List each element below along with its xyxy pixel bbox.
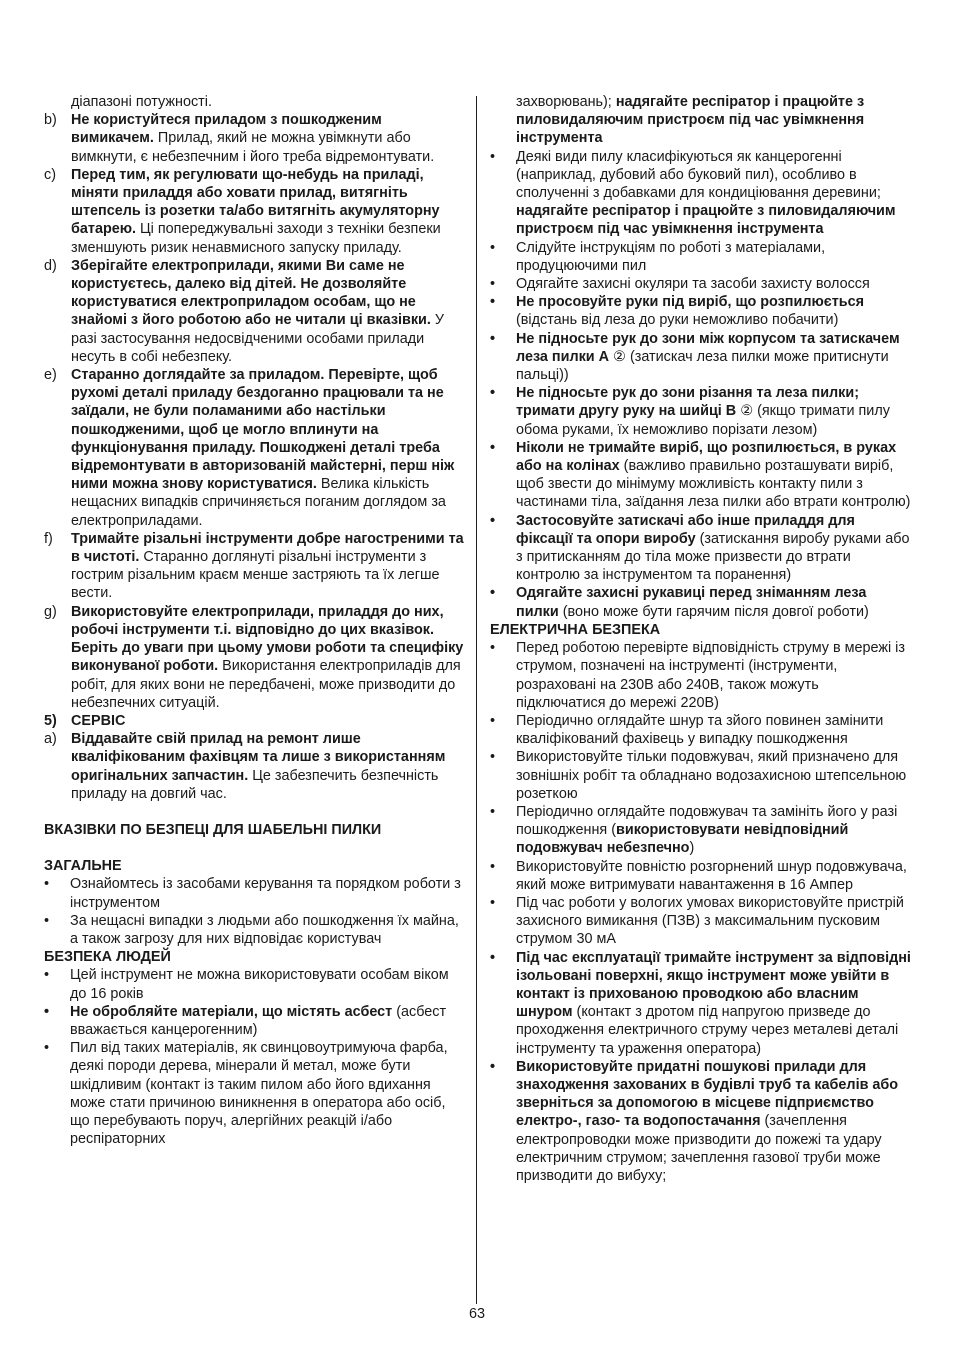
list-item: • Не просовуйте руки під виріб, що розпилюється (відстань від леза до руки неможливо побачити) bbox=[490, 294, 864, 329]
bullet-icon: • bbox=[490, 385, 496, 402]
list-item-c bbox=[44, 166, 464, 257]
bullet-icon: • bbox=[44, 1040, 50, 1057]
list-item: • Під час експлуатації тримайте інструмент за відповідні ізольовані поверхні, якщо інструмент може увійти в контакт із прихованою проводкою або власним шнуром (контакт з дротом під напругою призведе до проходження електричного струму через металеві деталі інструменту та ураження оператора) bbox=[490, 949, 911, 1057]
list-item: • Перед роботою перевірте відповідність струму в мережі із струмом, позначені на інструменті (інструменти, розраховані на 230В або 240В, також можуть підключатися до мережі 220В) bbox=[490, 640, 905, 711]
bullet-icon: • bbox=[490, 803, 496, 820]
bullet-icon: • bbox=[490, 148, 496, 165]
item-text: У разі застосування недосвідченими особами прилади несуть в собі небезпеку. bbox=[71, 312, 445, 365]
continuation-text: діапазоні потужності. bbox=[71, 94, 212, 110]
bullet-icon: • bbox=[490, 294, 496, 311]
bullet-icon: • bbox=[490, 749, 496, 766]
list-item: • Ніколи не тримайте виріб, що розпилюється, в руках або на колінах (важливо правильно розташувати виріб, щоб звести до мінімуму можливість контакту пили з частинами тіла, заїдання леза пилки або втрати контролю) bbox=[490, 439, 911, 511]
section-service bbox=[44, 712, 464, 730]
list-item: • Не обробляйте матеріали, що містять асбест (асбест вважається канцерогенним) bbox=[44, 1003, 447, 1038]
bullet-icon: • bbox=[44, 967, 50, 984]
list-item: • Не підносьте рук до зони між корпусом та затискачем леза пилки A ② (затискач леза пилки може притиснути пальці)) bbox=[490, 330, 900, 384]
item-label: b) bbox=[44, 112, 57, 129]
item-label: a) bbox=[44, 731, 57, 748]
general-heading: ЗАГАЛЬНЕ bbox=[44, 858, 122, 875]
list-item-a bbox=[44, 730, 464, 803]
item-text: Старанно доглянуті різальні інструменти з гострим різальним краєм менше застряють та їх легше вести. bbox=[71, 549, 440, 602]
section-title: СЕРВІС bbox=[71, 712, 126, 729]
list-item-f bbox=[44, 530, 464, 603]
bullet-icon: • bbox=[490, 858, 496, 875]
item-text: Використання електроприладів для робіт, для яких вони не передбачені, може призводити до небезпечних ситуацій. bbox=[71, 658, 461, 711]
section-number: 5) bbox=[44, 712, 57, 729]
item-text: Ці попереджувальні заходи з техніки безпеки зменшують ризик ненавмисного запуску приладу. bbox=[71, 221, 441, 256]
list-item: • Використовуйте тільки подовжувач, який призначено для зовнішніх робіт та обладнано водозахисною штепсельною розеткою bbox=[490, 749, 907, 802]
bullet-icon: • bbox=[490, 276, 496, 293]
people-heading: БЕЗПЕКА ЛЮДЕЙ bbox=[44, 949, 171, 966]
bullet-icon: • bbox=[490, 585, 496, 602]
list-item: • Деякі види пилу класифікуються як канцерогенні (наприклад, дубовий або буковий пил), особливо в сполученні з добавками для кондиціювання деревини; надягайте респіратор і працюйте з пиловидаляючим пристроєм під час увімкнення інструмента bbox=[490, 148, 896, 238]
item-bold: Тримайте різальні інструменти добре нагостреними та в чистоті. bbox=[71, 530, 464, 566]
item-bold: Перед тим, як регулювати що-небудь на приладі, міняти приладдя або ховати прилад, витягніть штепсель із розетки та/або витягніть акумуляторну батарею. bbox=[71, 166, 440, 238]
list-item: • Одягайте захисні рукавиці перед зніманням леза пилки (воно може бути гарячим після довгої роботи) bbox=[490, 585, 869, 620]
item-label: f) bbox=[44, 530, 53, 547]
column-divider bbox=[476, 96, 477, 1304]
item-label: g) bbox=[44, 603, 57, 620]
list-item: • Періодично оглядайте подовжувач та замініть його у разі пошкодження (використовувати невідповідний подовжувач небезпечно) bbox=[490, 803, 898, 857]
bullet-icon: • bbox=[490, 894, 496, 911]
list-item-g bbox=[44, 603, 464, 712]
list-item: • Ознайомтесь із засобами керування та порядком роботи з інструментом bbox=[44, 876, 461, 911]
bullet-icon: • bbox=[44, 912, 50, 929]
list-item: • Пил від таких матеріалів, як свинцовоутримуюча фарба, деякі породи дерева, мінерали й метал, може бути шкідливим (контакт із таким пилом або його вдихання може стати причиною виникнення в оператора або осіб, що перебувають поруч, алергійних реакцій і/або респіраторних bbox=[44, 1040, 448, 1148]
bullet-icon: • bbox=[490, 712, 496, 729]
list-item-b bbox=[44, 111, 464, 166]
list-item-e bbox=[44, 366, 464, 530]
bullet-icon: • bbox=[490, 439, 496, 456]
list-item: • Використовуйте придатні пошукові прилади для знаходження захованих в будівлі труб та кабелів або зверніться за допомогою в місцеве підприємство електро-, газо- та водопостачання (зачеплення електропроводки може призводити до пожежі та удару електричним струмом; зачеплення газової труби може призводити до вибуху; bbox=[490, 1058, 899, 1184]
bullet-icon: • bbox=[44, 876, 50, 893]
bullet-icon: • bbox=[44, 1003, 50, 1020]
list-item: • Під час роботи у вологих умовах використовуйте пристрій захисного вимикання (ПЗВ) з максимальним пусковим струмом 30 мА bbox=[490, 894, 904, 948]
item-label: d) bbox=[44, 257, 57, 274]
list-item: • Використовуйте повністю розгорнений шнур подовжувача, який може витримувати навантаження в 16 Ампер bbox=[490, 858, 907, 893]
item-text: Велика кількість нещасних випадків спричиняється поганим доглядом за електроприладами. bbox=[71, 476, 446, 529]
list-item: • Не підносьте рук до зони різання та леза пилки; тримати другу руку на шийці B ② (якщо тримати пилу обома руками, їх неможливо порізати лезом) bbox=[490, 385, 890, 438]
item-bold: Не користуйтеся приладом з пошкодженим вимикачем. bbox=[71, 112, 382, 147]
item-text: Прилад, який не можна увімкнути або вимкнути, є небезпечним і його треба відремонтувати. bbox=[71, 130, 435, 165]
bullet-icon: • bbox=[490, 512, 496, 529]
right-column bbox=[490, 93, 912, 1185]
bullet-icon: • bbox=[490, 330, 496, 347]
list-item: • Одягайте захисні окуляри та засоби захисту волосся bbox=[490, 276, 870, 293]
bullet-icon: • bbox=[490, 949, 496, 966]
bullet-icon: • bbox=[490, 640, 496, 657]
item-bold: Використовуйте електроприлади, приладдя до них, робочі інструменти т.і. відповідно до цих вказівок. Беріть до уваги при цьому умови роботи та специфіку виконуваної роботи. bbox=[71, 603, 464, 675]
list-item: • Періодично оглядайте шнур та зйого повинен замінити кваліфікований фахівець у випадку пошкодження bbox=[490, 712, 884, 748]
item-bold: Зберігайте електроприлади, якими Ви саме не користуєтесь, далеко від дітей. Не дозволяйте користуватися електроприладом особам, що не знайомі з його роботою або не читали ці вказівки. bbox=[71, 257, 431, 329]
item-label: c) bbox=[44, 166, 56, 183]
electrical-heading: ЕЛЕКТРИЧНА БЕЗПЕКА bbox=[490, 621, 661, 638]
bullet-icon: • bbox=[490, 1058, 496, 1075]
continuation-text: захворювань); надягайте респіратор і працюйте з пиловидаляючим пристроєм під час увімкнення інструмента bbox=[516, 94, 865, 147]
item-bold: Віддавайте свій прилад на ремонт лише кваліфікованим фахівцям та лише з використанням оригінальних запчастин. bbox=[71, 731, 446, 784]
page-number: 63 bbox=[468, 1306, 485, 1322]
item-text: Це забезпечить безпечність приладу на довгий час. bbox=[71, 767, 439, 802]
list-item: • Цей інструмент не можна використовувати особам віком до 16 років bbox=[44, 967, 449, 1002]
list-item-d bbox=[44, 257, 464, 366]
left-column bbox=[44, 93, 464, 1148]
bullet-icon: • bbox=[490, 239, 496, 256]
item-bold: Старанно доглядайте за приладом. Перевірте, щоб рухомі деталі приладу бездоганно працювали та не заїдали, не були поламаними або настільки пошкодженими, щоб це могло вплинути на функціонування приладу. Пошкоджені деталі треба відремонтувати в авторизованій майстерні, перш ніж ними можна знову користуватися. bbox=[71, 367, 455, 493]
item-label: e) bbox=[44, 367, 57, 384]
main-heading: ВКАЗІВКИ ПО БЕЗПЕЦІ ДЛЯ ШАБЕЛЬНІ ПИЛКИ bbox=[44, 821, 382, 838]
list-item: • Слідуйте інструкціям по роботі з матеріалами, продуцюючими пил bbox=[490, 239, 826, 274]
list-item: • За нещасні випадки з людьми або пошкодження їх майна, а також загрозу для них відповідає користувач bbox=[44, 912, 459, 947]
list-item: • Застосовуйте затискачі або інше приладдя для фіксації та опори виробу (затискання виробу руками або з притисканням до тіла може призвести до втрати контролю за інструментом та поранення) bbox=[490, 512, 910, 584]
